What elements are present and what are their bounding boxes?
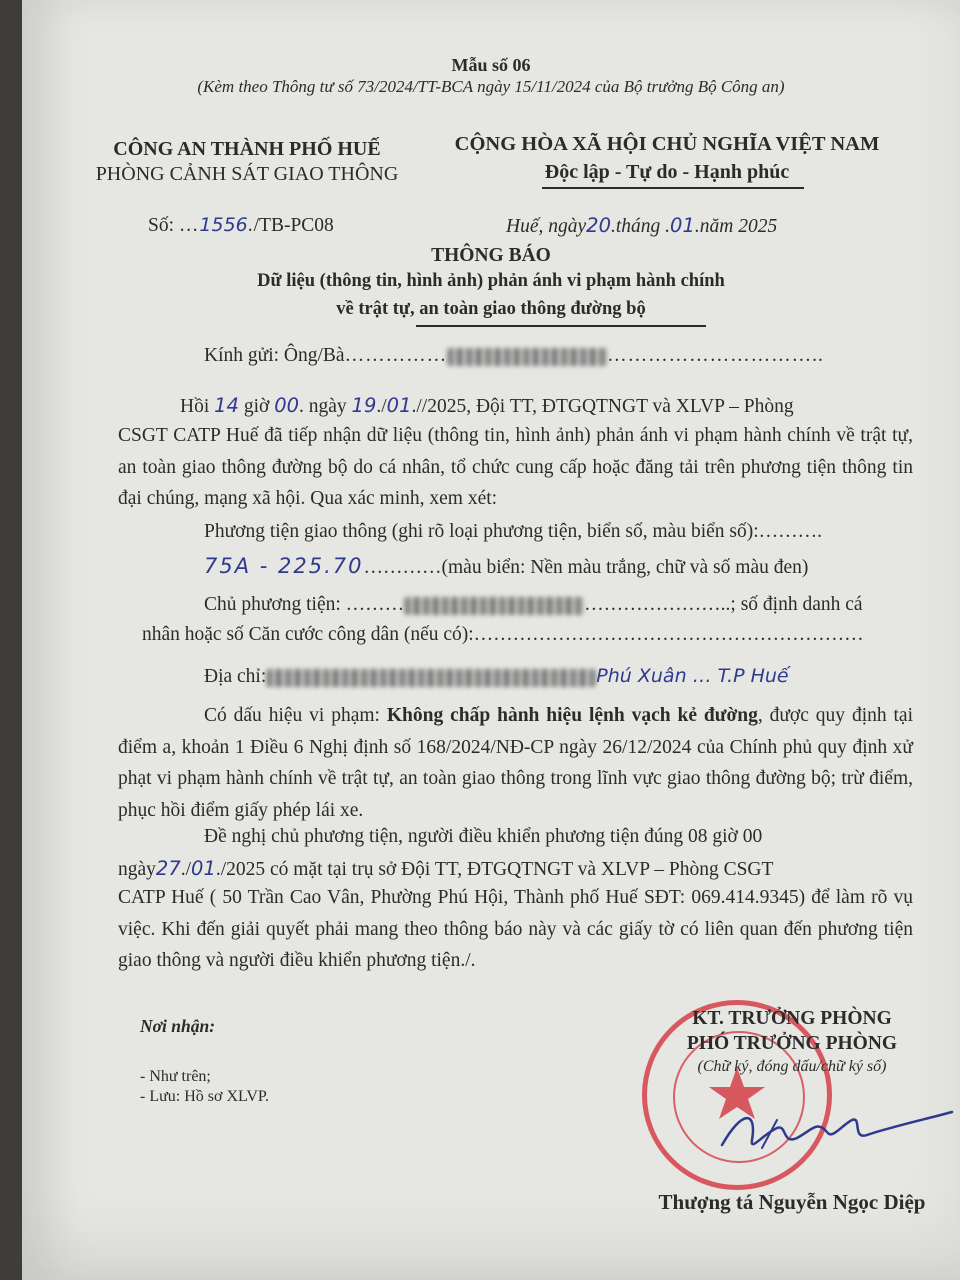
document-date: Huế, ngày20.tháng .01.năm 2025 xyxy=(506,214,778,237)
vehicle-plate-line: 75A - 225.70…………(màu biển: Nền màu trắng, chữ và số màu đen) xyxy=(204,554,809,578)
handwritten-day: 20 xyxy=(586,214,611,237)
incident-first-line: Hồi 14 giờ 00. ngày 19./01.//2025, Đội TT, ĐTGQTNGT và XLVP – Phòng xyxy=(180,394,794,417)
document-page xyxy=(22,0,960,1280)
form-number: Mẫu số 06 xyxy=(451,55,531,75)
recipients-item-2: - Lưu: Hồ sơ XLVP. xyxy=(140,1088,269,1105)
form-attachment-note: (Kèm theo Thông tư số 73/2024/TT-BCA ngày 15/11/2024 của Bộ trưởng Bộ Công an) xyxy=(197,77,785,96)
owner-id-line: nhân hoặc số Căn cước công dân (nếu có):…………………………………………………… xyxy=(142,624,864,645)
address-line: Địa chỉ: Phú Xuân … T.P Huế xyxy=(204,665,789,687)
notice-subtitle-1: Dữ liệu (thông tin, hình ảnh) phản ánh vi phạm hành chính xyxy=(257,271,725,291)
handwritten-plate-number: 75A - 225.70 xyxy=(204,554,364,578)
violation-description: Không chấp hành hiệu lệnh vạch kẻ đường xyxy=(386,705,758,726)
violation-paragraph: Có dấu hiệu vi phạm: Không chấp hành hiệu lệnh vạch kẻ đường, được quy định tại điểm a, khoản 1 Điều 6 Nghị định số 168/2024/NĐ-CP ngày 26/12/2024 của Chính phủ quy định xử phạt vi phạm hành chính về trật tự, an toàn giao thông trong lĩnh vực giao thông đường bộ; trừ điểm, phục hồi điểm giấy phép lái xe. xyxy=(118,705,913,821)
department-name: PHÒNG CẢNH SÁT GIAO THÔNG xyxy=(95,163,399,185)
notice-title: THÔNG BÁO xyxy=(431,245,551,266)
request-date-line: ngày27./01./2025 có mặt tại trụ sở Đội TT, ĐTGQTNGT và XLVP – Phòng CSGT xyxy=(118,857,774,880)
request-first-line: Đề nghị chủ phương tiện, người điều khiển phương tiện đúng 08 giờ 00 xyxy=(204,826,763,847)
handwritten-appointment-day: 27 xyxy=(155,857,181,880)
handwritten-signature xyxy=(702,1090,960,1170)
vehicle-label: Phương tiện giao thông (ghi rõ loại phương tiện, biển số, màu biển số):………. xyxy=(204,521,823,542)
owner-line: Chủ phương tiện: ……… …………………..; số định danh cá xyxy=(204,594,863,615)
handwritten-appointment-month: 01 xyxy=(191,857,216,880)
recipient-line: Kính gửi: Ông/Bà…………… ………………………….. xyxy=(204,345,824,366)
national-motto: Độc lập - Tự do - Hạnh phúc xyxy=(544,161,790,183)
handwritten-incident-day: 19 xyxy=(351,394,377,417)
handwritten-month: 01 xyxy=(670,214,695,237)
redacted-recipient-name xyxy=(447,348,607,366)
notice-subtitle-2: về trật tự, an toàn giao thông đường bộ xyxy=(336,299,646,319)
document-number: Số: …1556./TB-PC08 xyxy=(148,214,334,236)
agency-name: CÔNG AN THÀNH PHỐ HUẾ xyxy=(113,138,381,160)
handwritten-doc-number: 1556 xyxy=(199,214,248,236)
handwritten-incident-month: 01 xyxy=(386,394,412,417)
handwritten-minute: 00 xyxy=(274,394,300,417)
redacted-address xyxy=(266,669,596,687)
redacted-owner-name xyxy=(404,597,584,615)
signature-title-1: KT. TRƯỞNG PHÒNG xyxy=(692,1008,892,1029)
request-paragraph: CATP Huế ( 50 Trần Cao Vân, Phường Phú Hội, Thành phố Huế SĐT: 069.414.9345) để làm rõ vụ việc. Khi đến giải quyết phải mang theo thông báo này và các giấy tờ có liên quan đến phương tiện giao thông và người điều khiển phương tiện./. xyxy=(118,887,913,971)
title-underline xyxy=(416,325,706,327)
signer-name: Thượng tá Nguyễn Ngọc Diệp xyxy=(658,1190,926,1214)
handwritten-address: Phú Xuân … T.P Huế xyxy=(596,665,789,687)
incident-paragraph: CSGT CATP Huế đã tiếp nhận dữ liệu (thông tin, hình ảnh) phản ánh vi phạm hành chính về trật tự, an toàn giao thông đường bộ do cá nhân, tổ chức cung cấp hoặc đăng tải trên phương tiện thông tin đại chúng, mạng xã hội. Qua xác minh, xem xét: xyxy=(118,425,913,509)
recipients-item-1: - Như trên; xyxy=(140,1068,211,1085)
signature-title-2: PHÓ TRƯỞNG PHÒNG xyxy=(686,1033,898,1054)
signature-note: (Chữ ký, đóng dấu/chữ ký số) xyxy=(697,1058,887,1075)
handwritten-hour: 14 xyxy=(214,394,239,417)
recipients-title: Nơi nhận: xyxy=(140,1016,216,1036)
national-title: CỘNG HÒA XÃ HỘI CHỦ NGHĨA VIỆT NAM xyxy=(454,133,880,155)
motto-underline xyxy=(542,187,804,189)
